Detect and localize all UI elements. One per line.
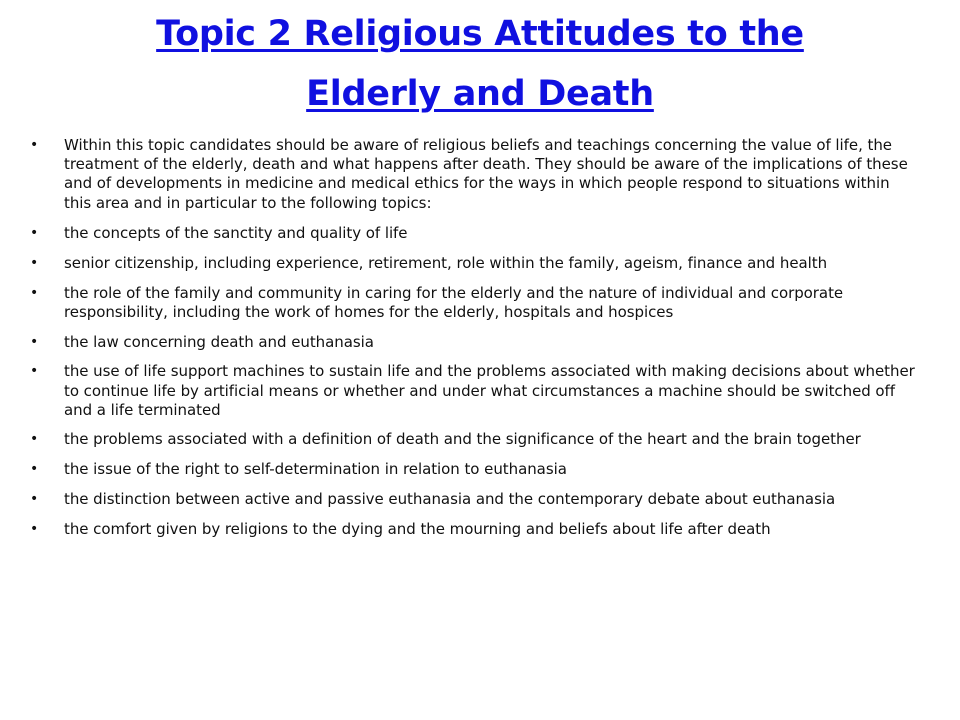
bullet-icon: •	[30, 520, 39, 537]
bullet-item-law	[30, 333, 920, 352]
bullet-icon: •	[30, 490, 39, 507]
bullet-text: the role of the family and community in caring for the elderly and the nature of individual and corporate responsibility, including the work of homes for the elderly, hospitals and hospices	[64, 283, 844, 321]
bullet-text: the distinction between active and passive euthanasia and the contemporary debate about euthanasia	[64, 489, 836, 508]
bullet-icon: •	[30, 255, 39, 272]
bullet-icon: •	[30, 333, 39, 350]
bullet-text: the concepts of the sanctity and quality of life	[64, 224, 408, 243]
bullet-text: the issue of the right to self-determination in relation to euthanasia	[64, 460, 567, 479]
bullet-item-self-determination	[30, 460, 920, 479]
bullet-text: the use of life support machines to sustain life and the problems associated with making decisions about whether to continue life by artificial means or whether and under what circumstances a machine should be switched off and a life terminated	[64, 362, 915, 419]
bullet-icon: •	[30, 225, 39, 242]
bullet-icon: •	[30, 363, 39, 380]
bullet-text: the law concerning death and euthanasia	[64, 332, 374, 351]
bullet-icon: •	[30, 431, 39, 448]
bullet-item-life-support	[30, 362, 920, 420]
bullet-item-comfort	[30, 520, 920, 539]
bullet-item-definition-death	[30, 430, 920, 449]
bullet-text: senior citizenship, including experience, retirement, role within the family, ageism, finance and health	[64, 254, 828, 273]
bullet-item-active-passive	[30, 490, 920, 509]
bullet-item-sanctity	[30, 224, 920, 243]
bullet-icon: •	[30, 284, 39, 301]
bullet-item-senior-citizenship	[30, 254, 920, 273]
bullet-text: the comfort given by religions to the dying and the mourning and beliefs about life after death	[64, 519, 771, 538]
title-line-2: Elderly and Death	[306, 74, 654, 114]
slide-title	[60, 4, 900, 124]
title-link[interactable]	[156, 14, 804, 114]
bullet-item-intro	[30, 136, 920, 213]
title-line-1: Topic 2 Religious Attitudes to the	[156, 14, 804, 54]
bullet-text: Within this topic candidates should be aware of religious beliefs and teachings concerning the value of life, the treatment of the elderly, death and what happens after death. They should be aware of the implications of these and of developments in medicine and medical ethics for the ways in which people respond to situations within this area and in particular to the following topics:	[64, 136, 908, 212]
bullet-icon: •	[30, 461, 39, 478]
bullet-text: the problems associated with a definition of death and the significance of the heart and the brain together	[64, 430, 861, 449]
bullet-icon: •	[30, 137, 39, 153]
bullet-list	[30, 136, 920, 549]
bullet-item-family-community	[30, 284, 920, 322]
